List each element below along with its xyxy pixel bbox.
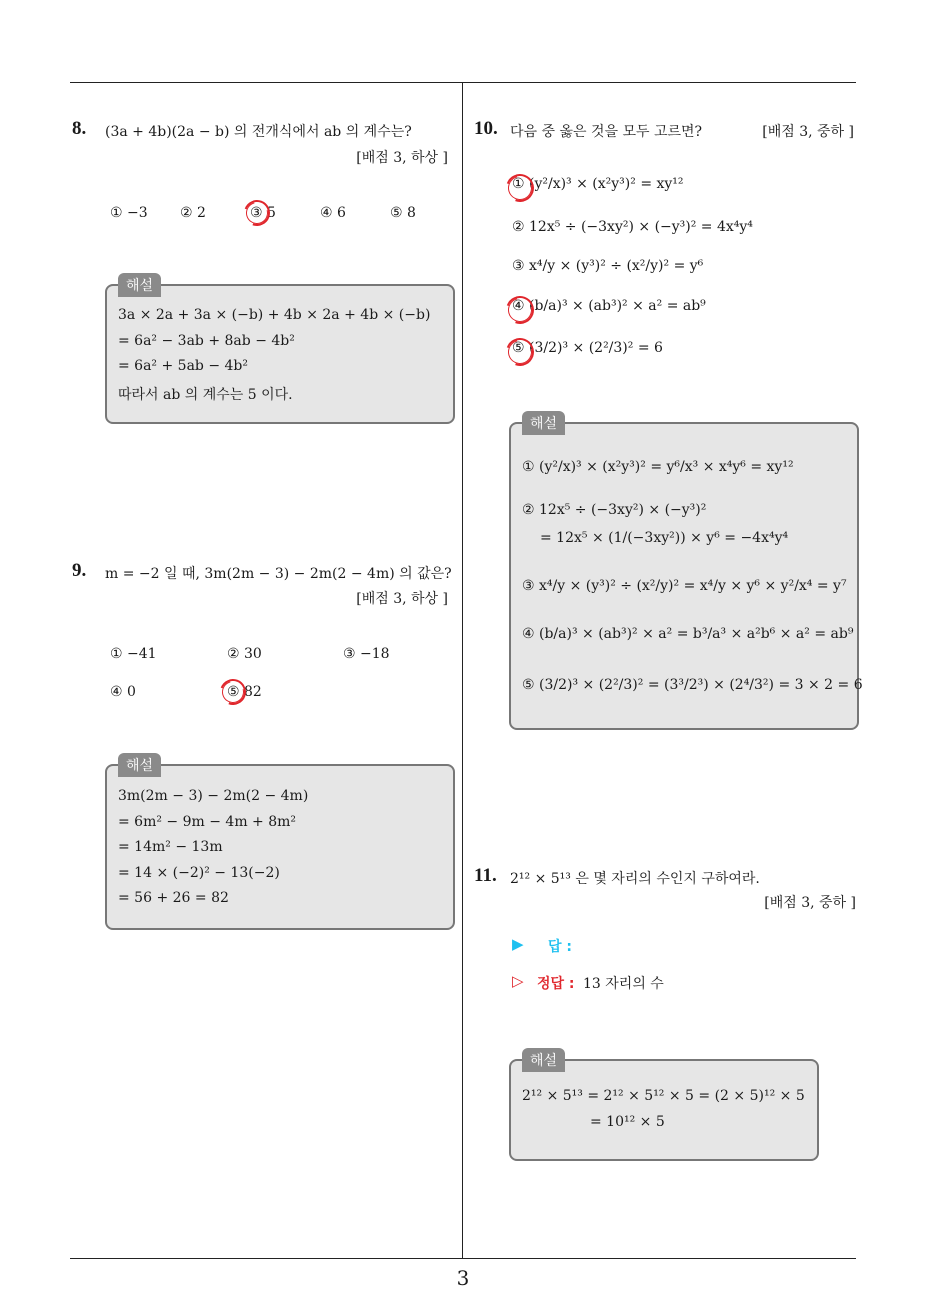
q8-option-1[interactable]: ① −3: [110, 205, 148, 221]
q9-solution-line: = 14m² − 13m: [118, 839, 223, 855]
q8-score: [배점 3, 하상 ]: [356, 150, 448, 166]
q11-solution-line: 2¹² × 5¹³ = 2¹² × 5¹² × 5 = (2 × 5)¹² × 5: [522, 1088, 805, 1104]
q9-option-5[interactable]: ⑤ 82: [227, 684, 262, 700]
q10-solution-line-4: ④ (b/a)³ × (ab³)² × a² = b³/a³ × a²b⁶ × a² = ab⁹: [522, 626, 854, 642]
q10-option-2[interactable]: ② 12x⁵ ÷ (−3xy²) × (−y³)² = 4x⁴y⁴: [512, 219, 753, 235]
q9-solution-line: 3m(2m − 3) − 2m(2 − 4m): [118, 788, 309, 804]
answer-arrow-icon: ▶: [512, 935, 524, 953]
q10-option-4[interactable]: ④ (b/a)³ × (ab³)² × a² = ab⁹: [512, 298, 706, 314]
q10-solution-line-1: ① (y²/x)³ × (x²y³)² = y⁶/x³ × x⁴y⁶ = xy¹²: [522, 459, 794, 475]
q10-option-1[interactable]: ① (y²/x)³ × (x²y³)² = xy¹²: [512, 176, 684, 192]
q11-correct-value: 13 자리의 수: [583, 976, 664, 992]
q10-solution-line-3: ③ x⁴/y × (y³)² ÷ (x²/y)² = x⁴/y × y⁶ × y²/x⁴ = y⁷: [522, 578, 847, 594]
q8-number: 8.: [72, 118, 87, 139]
page-number: 3: [456, 1266, 470, 1290]
q8-option-4[interactable]: ④ 6: [320, 205, 346, 221]
q11-text: 2¹² × 5¹³ 은 몇 자리의 수인지 구하여라.: [510, 871, 760, 887]
q9-score: [배점 3, 하상 ]: [356, 591, 448, 607]
correct-arrow-icon: ▷: [512, 972, 524, 990]
q11-solution-line: = 10¹² × 5: [590, 1114, 665, 1130]
q11-solution-tag: 해설: [522, 1048, 565, 1072]
q9-solution-line: = 6m² − 9m − 4m + 8m²: [118, 814, 297, 830]
q8-solution-line: = 6a² + 5ab − 4b²: [118, 358, 249, 374]
q9-option-1[interactable]: ① −41: [110, 646, 157, 662]
q9-text: m = −2 일 때, 3m(2m − 3) − 2m(2 − 4m) 의 값은?: [105, 566, 452, 582]
q8-answer-circle-inner: [242, 198, 272, 228]
q8-option-2[interactable]: ② 2: [180, 205, 206, 221]
top-rule: [70, 82, 856, 83]
q8-option-3[interactable]: ③ 5: [250, 205, 276, 221]
q10-solution-tag: 해설: [522, 411, 565, 435]
q10-solution-line-2a: ② 12x⁵ ÷ (−3xy²) × (−y³)²: [522, 502, 707, 518]
q8-solution-line: 3a × 2a + 3a × (−b) + 4b × 2a + 4b × (−b): [118, 307, 431, 323]
q10-number: 10.: [474, 118, 498, 139]
q9-option-2[interactable]: ② 30: [227, 646, 262, 662]
q10-text: 다음 중 옳은 것을 모두 고르면?: [510, 124, 703, 140]
q11-score: [배점 3, 중하 ]: [764, 895, 856, 911]
column-divider: [462, 83, 463, 1258]
q11-solution-box: [509, 1059, 819, 1161]
q8-text: (3a + 4b)(2a − b) 의 전개식에서 ab 의 계수는?: [105, 124, 412, 140]
q11-number: 11.: [474, 865, 497, 886]
q8-solution-line: = 6a² − 3ab + 8ab − 4b²: [118, 333, 295, 349]
q8-solution-tag: 해설: [118, 273, 161, 297]
q10-option-3[interactable]: ③ x⁴/y × (y³)² ÷ (x²/y)² = y⁶: [512, 258, 704, 274]
bottom-rule: [70, 1258, 856, 1259]
q10-solution-line-5: ⑤ (3/2)³ × (2²/3)² = (3³/2³) × (2⁴/3²) = 3 × 2 = 6: [522, 677, 863, 693]
q9-option-3[interactable]: ③ −18: [343, 646, 390, 662]
q8-option-5[interactable]: ⑤ 8: [390, 205, 416, 221]
q9-option-4[interactable]: ④ 0: [110, 684, 136, 700]
q9-solution-tag: 해설: [118, 753, 161, 777]
q11-answer-label: 답 :: [548, 939, 572, 955]
q9-solution-line: = 14 × (−2)² − 13(−2): [118, 865, 280, 881]
q9-number: 9.: [72, 560, 87, 581]
q8-solution-line: 따라서 ab 의 계수는 5 이다.: [118, 387, 293, 403]
q10-score: [배점 3, 중하 ]: [762, 124, 854, 140]
q10-option-5[interactable]: ⑤ (3/2)³ × (2²/3)² = 6: [512, 340, 663, 356]
q9-answer-circle-inner: [218, 677, 248, 707]
q9-solution-line: = 56 + 26 = 82: [118, 890, 229, 906]
q11-correct-label: 정답 :: [537, 976, 575, 992]
q10-solution-line-2b: = 12x⁵ × (1/(−3xy²)) × y⁶ = −4x⁴y⁴: [540, 530, 789, 546]
